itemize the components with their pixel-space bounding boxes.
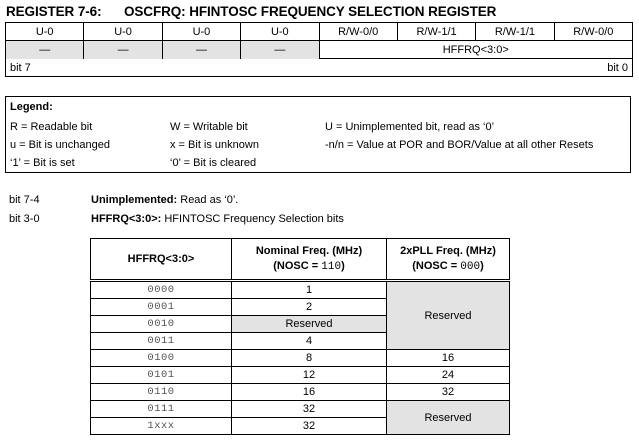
register-number: REGISTER 7-6: [6,4,102,19]
hffrq-code: 0001 [91,299,232,316]
bit7-name: — [6,41,84,59]
bit-field-name: HFFRQ<3:0>: [91,213,162,225]
nominal-freq: 4 [232,333,387,350]
header-nominal-code: 110 [321,260,342,273]
bit3-access: R/W-0/0 [319,23,397,41]
pll-freq: 16 [387,350,510,367]
legend-box [5,96,631,173]
bit-number-row [6,59,633,77]
header-pll [387,239,510,281]
bit-name-row [6,41,633,59]
table-row [91,281,510,299]
hffrq-code: 0110 [91,384,232,401]
nominal-freq: 2 [232,299,387,316]
legend-row [10,136,626,154]
header-nominal-line1: Nominal Freq. (MHz) [255,244,363,257]
legend-writable: W = Writable bit [170,121,248,133]
nominal-freq: 32 [232,401,387,418]
header-nominal-suffix: ) [341,259,345,272]
header-pll-suffix: ) [480,259,484,272]
nominal-freq: 32 [232,418,387,435]
bit-field-name: Unimplemented: [91,194,178,206]
table-header-row [91,239,510,281]
bit6-access: U-0 [84,23,162,41]
hffrq-code: 0111 [91,401,232,418]
bit0-access: R/W-0/0 [554,23,632,41]
bit-range: bit 7-4 [9,194,40,206]
legend-cleared: ‘0’ = Bit is cleared [170,157,257,169]
nominal-freq-reserved: Reserved [232,316,387,333]
bit4-name: — [241,41,319,59]
table-row [91,367,510,384]
bit6-name: — [84,41,162,59]
legend-row [10,118,626,136]
legend-set: ‘1’ = Bit is set [10,157,75,169]
legend-unimplemented: U = Unimplemented bit, read as ‘0’ [325,121,495,133]
bit4-access: U-0 [241,23,319,41]
legend-empty [325,154,626,172]
header-nominal-prefix: (NOSC = [273,259,322,272]
table-row [91,350,510,367]
legend-unchanged: u = Bit is unchanged [10,139,110,151]
bit5-name: — [162,41,240,59]
header-pll-code: 000 [460,260,481,273]
hffrq-code: 0010 [91,316,232,333]
register-bit-table [5,22,633,77]
bit1-access: R/W-1/1 [476,23,554,41]
pll-freq: 32 [387,384,510,401]
register-name: OSCFRQ: HFINTOSC FREQUENCY SELECTION REGISTER [124,4,497,19]
bit-description-7-4 [9,194,238,206]
bit7-access: U-0 [6,23,84,41]
register-title [6,4,496,19]
table-row [91,401,510,418]
nominal-freq: 8 [232,350,387,367]
pll-reserved: Reserved [387,281,510,350]
legend-row [10,154,626,172]
legend-readable: R = Readable bit [10,121,93,133]
legend-title: Legend: [10,101,53,113]
frequency-selection-table [90,238,510,435]
bit2-access: R/W-1/1 [397,23,475,41]
bit-range: bit 3-0 [9,213,40,225]
bit5-access: U-0 [162,23,240,41]
header-pll-prefix: (NOSC = [412,259,461,272]
hffrq-code: 0101 [91,367,232,384]
pll-reserved: Reserved [387,401,510,435]
hffrq-code: 0100 [91,350,232,367]
table-row [91,384,510,401]
hffrq-field: HFFRQ<3:0> [319,41,633,59]
bit-field-text: HFINTOSC Frequency Selection bits [161,213,344,225]
nominal-freq: 16 [232,384,387,401]
header-nominal [232,239,387,281]
hffrq-code: 0000 [91,281,232,299]
header-pll-line1: 2xPLL Freq. (MHz) [400,244,496,257]
hffrq-code: 1xxx [91,418,232,435]
msb-label: bit 7 [10,61,31,74]
header-hffrq: HFFRQ<3:0> [91,239,232,281]
nominal-freq: 12 [232,367,387,384]
nominal-freq: 1 [232,281,387,299]
legend-reset-values: -n/n = Value at POR and BOR/Value at all other Resets [325,139,594,151]
access-row [6,23,633,41]
legend-unknown: x = Bit is unknown [170,139,259,151]
bit-field-text: Read as ‘0’. [177,194,239,206]
bit-description-3-0 [9,213,344,225]
hffrq-code: 0011 [91,333,232,350]
pll-freq: 24 [387,367,510,384]
lsb-label: bit 0 [607,61,628,74]
